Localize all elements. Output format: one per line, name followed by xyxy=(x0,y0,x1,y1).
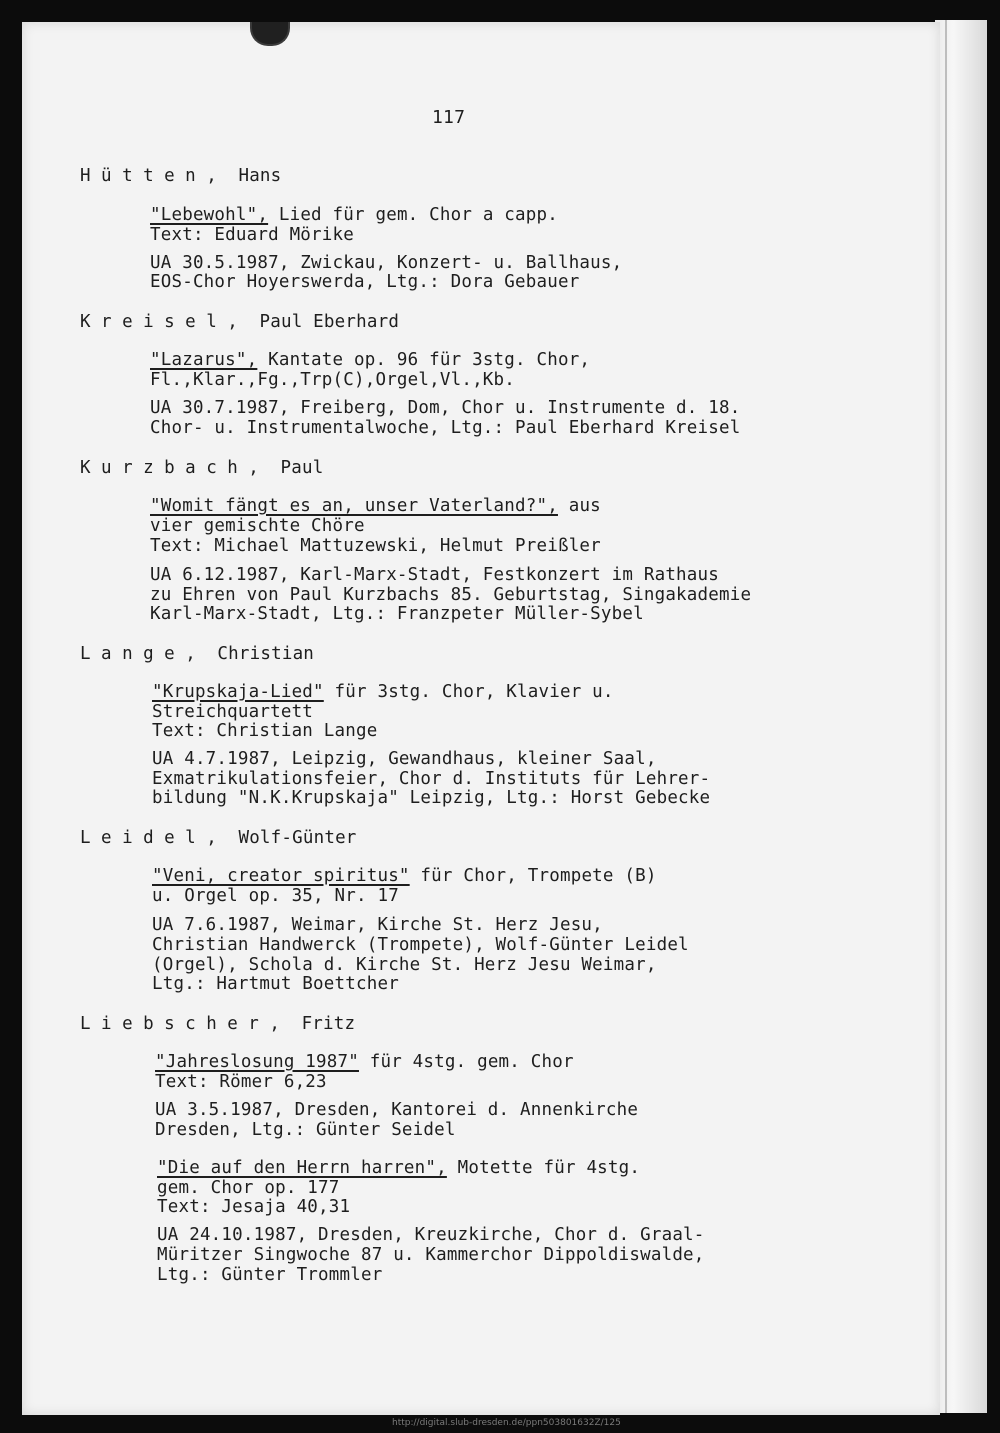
work-title: "Lazarus", xyxy=(150,350,258,370)
composer-heading: Hütten, Hans xyxy=(80,166,282,186)
premiere-line: UA 3.5.1987, Dresden, Kantorei d. Annenkirche xyxy=(155,1100,639,1120)
work-title-line: "Womit fängt es an, unser Vaterland?", aus xyxy=(150,496,601,516)
composer-heading: Kurzbach, Paul xyxy=(80,458,324,478)
composer-surname: Liebscher xyxy=(80,1014,270,1034)
work-text-credit: Text: Jesaja 40,31 xyxy=(157,1197,351,1217)
composer-firstname: Fritz xyxy=(301,1014,356,1034)
premiere-line: Dresden, Ltg.: Günter Seidel xyxy=(155,1120,456,1140)
page-edge xyxy=(935,20,987,1413)
work-scoring: vier gemischte Chöre xyxy=(150,516,365,536)
composer-surname: Kurzbach xyxy=(80,458,249,478)
work-title: "Jahreslosung 1987" xyxy=(155,1052,359,1072)
work-scoring: u. Orgel op. 35, Nr. 17 xyxy=(152,886,399,906)
work-text-credit: Text: Eduard Mörike xyxy=(150,225,354,245)
composer-firstname: Christian xyxy=(217,644,315,664)
work-title: "Veni, creator spiritus" xyxy=(152,866,410,886)
footer-url: http://digital.slub-dresden.de/ppn503801632Z/125 xyxy=(392,1418,621,1428)
page-number: 117 xyxy=(432,107,466,128)
work-text-credit: Text: Christian Lange xyxy=(152,721,378,741)
premiere-line: Karl-Marx-Stadt, Ltg.: Franzpeter Müller-Sybel xyxy=(150,604,644,624)
premiere-line: UA 7.6.1987, Weimar, Kirche St. Herz Jesu, xyxy=(152,915,603,935)
composer-heading: Leidel, Wolf-Günter xyxy=(80,828,357,848)
premiere-line: UA 30.7.1987, Freiberg, Dom, Chor u. Instrumente d. 18. xyxy=(150,398,741,418)
composer-heading: Kreisel, Paul Eberhard xyxy=(80,312,400,332)
premiere-line: zu Ehren von Paul Kurzbachs 85. Geburtstag, Singakademie xyxy=(150,585,752,605)
work-title: "Womit fängt es an, unser Vaterland?", xyxy=(150,496,558,516)
binder-clip xyxy=(250,22,290,46)
composer-surname: Lange xyxy=(80,644,186,664)
work-title-line: "Veni, creator spiritus" für Chor, Trompete (B) xyxy=(152,866,657,886)
work-scoring: gem. Chor op. 177 xyxy=(157,1178,340,1198)
premiere-line: Müritzer Singwoche 87 u. Kammerchor Dippoldiswalde, xyxy=(157,1245,705,1265)
work-text-credit: Text: Michael Mattuzewski, Helmut Preißler xyxy=(150,536,601,556)
premiere-line: bildung "N.K.Krupskaja" Leipzig, Ltg.: Horst Gebecke xyxy=(152,788,711,808)
premiere-line: Ltg.: Günter Trommler xyxy=(157,1265,383,1285)
premiere-line: (Orgel), Schola d. Kirche St. Herz Jesu Weimar, xyxy=(152,955,657,975)
premiere-line: Chor- u. Instrumentalwoche, Ltg.: Paul Eberhard Kreisel xyxy=(150,418,741,438)
premiere-line: UA 30.5.1987, Zwickau, Konzert- u. Ballhaus, xyxy=(150,253,623,273)
work-text-credit: Text: Römer 6,23 xyxy=(155,1072,327,1092)
premiere-line: Exmatrikulationsfeier, Chor d. Instituts für Lehrer- xyxy=(152,769,711,789)
premiere-line: UA 4.7.1987, Leipzig, Gewandhaus, kleiner Saal, xyxy=(152,749,657,769)
premiere-line: UA 24.10.1987, Dresden, Kreuzkirche, Chor d. Graal- xyxy=(157,1225,705,1245)
composer-firstname: Paul xyxy=(280,458,324,478)
premiere-line: EOS-Chor Hoyerswerda, Ltg.: Dora Gebauer xyxy=(150,272,580,292)
composer-surname: Hütten xyxy=(80,166,207,186)
composer-firstname: Hans xyxy=(238,166,282,186)
premiere-line: UA 6.12.1987, Karl-Marx-Stadt, Festkonzert im Rathaus xyxy=(150,565,720,585)
composer-firstname: Paul Eberhard xyxy=(259,312,400,332)
composer-surname: Kreisel xyxy=(80,312,228,332)
work-title-line: "Die auf den Herrn harren", Motette für 4stg. xyxy=(157,1158,641,1178)
premiere-line: Ltg.: Hartmut Boettcher xyxy=(152,974,399,994)
work-title: "Lebewohl", xyxy=(150,205,269,225)
work-scoring: Fl.,Klar.,Fg.,Trp(C),Orgel,Vl.,Kb. xyxy=(150,370,516,390)
work-title-line: "Jahreslosung 1987" für 4stg. gem. Chor xyxy=(155,1052,574,1072)
premiere-line: Christian Handwerck (Trompete), Wolf-Günter Leidel xyxy=(152,935,689,955)
composer-heading: Liebscher, Fritz xyxy=(80,1014,356,1034)
composer-heading: Lange, Christian xyxy=(80,644,315,664)
work-scoring: Streichquartett xyxy=(152,702,314,722)
composer-surname: Leidel xyxy=(80,828,207,848)
work-title: "Krupskaja-Lied" xyxy=(152,682,324,702)
work-title: "Die auf den Herrn harren", xyxy=(157,1158,447,1178)
work-title-line: "Lebewohl", Lied für gem. Chor a capp. xyxy=(150,205,558,225)
composer-firstname: Wolf-Günter xyxy=(238,828,357,848)
work-title-line: "Krupskaja-Lied" für 3stg. Chor, Klavier u. xyxy=(152,682,614,702)
work-title-line: "Lazarus", Kantate op. 96 für 3stg. Chor, xyxy=(150,350,591,370)
